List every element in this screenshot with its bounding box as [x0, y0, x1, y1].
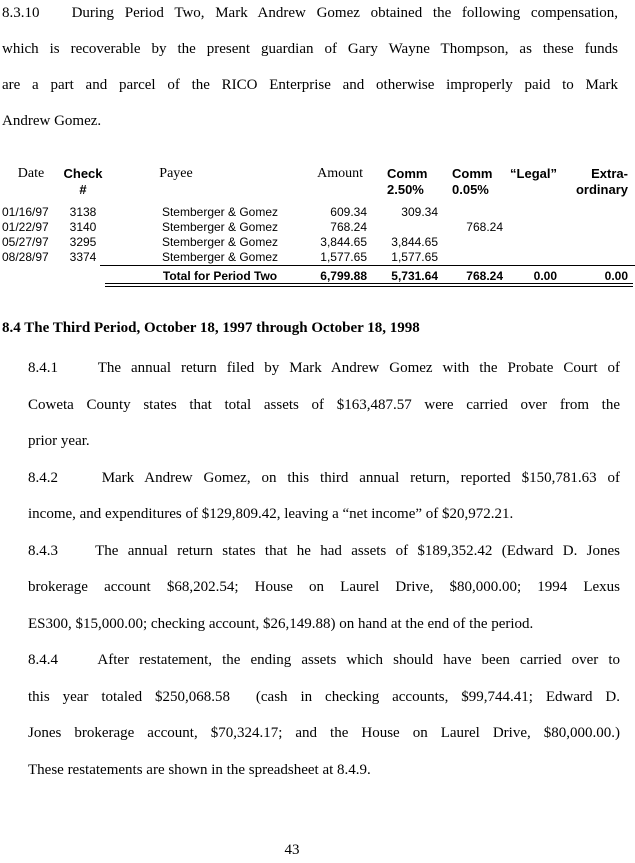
table-cell-comm250: 1,577.65 — [391, 250, 438, 264]
table-bottom-double-rule — [105, 283, 633, 287]
table-cell-payee: Stemberger & Gomez — [161, 205, 279, 219]
table-cell-legal — [503, 235, 557, 250]
paragraph-8-4-4-line: Jones brokerage account, $70,324.17; and the House on Laurel Drive, $80,000.00.) — [28, 725, 620, 741]
header-line: Payee — [159, 166, 193, 181]
header-line: Extra- — [591, 166, 628, 181]
page-number: 43 — [284, 842, 300, 858]
paragraph-8-4-1-line: 8.4.1 The annual return filed by Mark Andrew Gomez with the Probate Court of — [28, 360, 620, 376]
table-total-rule — [100, 265, 635, 266]
table-cell-payee: Stemberger & Gomez — [161, 235, 279, 249]
header-line: Amount — [317, 166, 363, 181]
paragraph-8-4-4-line: this year totaled $250,068.58 (cash in checking accounts, $99,744.41; Edward D. — [28, 688, 620, 705]
paragraph-line: are a part and parcel of the RICO Enterprise and otherwise improperly paid to Mark — [2, 77, 618, 93]
paragraph-line: which is recoverable by the present guardian of Gary Wayne Thompson, as these funds — [2, 41, 618, 57]
table-cell-comm005 — [438, 205, 503, 220]
table-cell-legal — [503, 205, 557, 220]
total-cell — [60, 265, 106, 287]
table-header-legal — [503, 166, 557, 205]
paragraph-8-3-10 — [2, 0, 618, 139]
table-cell-comm005: 768.24 — [466, 220, 503, 234]
total-extraordinary: 0.00 — [604, 269, 628, 283]
paragraph-8-4-3-line: 8.4.3 The annual return states that he had assets of $189,352.42 (Edward D. Jones — [28, 542, 620, 559]
table-header-amount — [310, 166, 367, 205]
table-cell-extraordinary — [557, 235, 628, 250]
paragraph-8-4-2-line: 8.4.2 Mark Andrew Gomez, on this third annual return, reported $150,781.63 of — [28, 469, 620, 486]
paragraph-line: Andrew Gomez. — [2, 113, 102, 129]
table-cell-comm250: 3,844.65 — [391, 235, 438, 249]
table-header-date — [2, 166, 60, 205]
total-amount: 6,799.88 — [320, 269, 367, 283]
paragraph-line: 8.3.10 During Period Two, Mark Andrew Gomez obtained the following compensation, — [2, 5, 618, 21]
total-label: Total for Period Two — [162, 269, 278, 283]
paragraph-8-4-4-line: These restatements are shown in the spreadsheet at 8.4.9. — [28, 761, 371, 778]
paragraph-8-4-3-line: brokerage account $68,202.54; House on Laurel Drive, $80,000.00; 1994 Lexus — [28, 579, 620, 595]
table-cell-extraordinary — [557, 205, 628, 220]
table-cell-check: 3374 — [69, 250, 97, 264]
header-line: # — [79, 182, 87, 197]
table-cell-comm005 — [438, 250, 503, 265]
table-cell-check: 3140 — [69, 220, 97, 234]
table-header-payee — [106, 166, 310, 205]
table-cell-comm005 — [438, 235, 503, 250]
section-8-4-body — [28, 350, 620, 788]
header-line: Check — [63, 166, 103, 181]
table-cell-extraordinary — [557, 220, 628, 235]
table-cell-date: 05/27/97 — [2, 235, 49, 249]
table-header-extraordinary — [557, 166, 628, 205]
header-line: “Legal” — [510, 166, 557, 181]
table-cell-comm250: 309.34 — [401, 205, 438, 219]
table-cell-amount: 3,844.65 — [320, 235, 367, 249]
total-legal: 0.00 — [533, 269, 557, 283]
header-line: Date — [17, 166, 45, 181]
table-header-comm-250 — [367, 166, 438, 205]
paragraph-8-4-1-line: Coweta County states that total assets of $163,487.57 were carried over from the — [28, 396, 620, 413]
paragraph-8-4-2-line: income, and expenditures of $129,809.42, leaving a “net income” of $20,972.21. — [28, 506, 514, 522]
paragraph-8-4-1-line: prior year. — [28, 433, 90, 449]
table-cell-extraordinary — [557, 250, 628, 265]
table-cell-amount: 768.24 — [330, 220, 367, 234]
table-cell-date: 01/22/97 — [2, 220, 49, 234]
total-comm005: 768.24 — [466, 269, 503, 283]
header-line: 2.50% — [387, 182, 424, 197]
table-cell-amount: 609.34 — [330, 205, 367, 219]
table-cell-payee: Stemberger & Gomez — [161, 220, 279, 234]
table-cell-check: 3138 — [69, 205, 97, 219]
total-cell — [2, 265, 60, 287]
table-header-check — [60, 166, 106, 205]
table-cell-date: 01/16/97 — [2, 205, 49, 219]
paragraph-8-4-4-line: 8.4.4 After restatement, the ending assets which should have been carried over to — [28, 652, 620, 668]
header-line: Comm — [452, 166, 493, 181]
table-cell-amount: 1,577.65 — [320, 250, 367, 264]
table-cell-check: 3295 — [69, 235, 97, 249]
paragraph-8-4-3-line: ES300, $15,000.00; checking account, $26,149.88) on hand at the end of the period. — [28, 615, 534, 632]
table-cell-legal — [503, 250, 557, 265]
compensation-table — [2, 166, 628, 287]
table-cell-comm250 — [367, 220, 438, 235]
header-line: ordinary — [575, 182, 628, 197]
table-cell-payee: Stemberger & Gomez — [161, 250, 279, 264]
total-comm250: 5,731.64 — [391, 269, 438, 283]
section-heading-8-4: 8.4 The Third Period, October 18, 1997 through October 18, 1998 — [2, 320, 420, 336]
table-header-comm-005 — [438, 166, 503, 205]
table-cell-legal — [503, 220, 557, 235]
table-cell-date: 08/28/97 — [2, 250, 49, 264]
header-line: Comm — [387, 166, 428, 181]
header-line: 0.05% — [452, 182, 489, 197]
